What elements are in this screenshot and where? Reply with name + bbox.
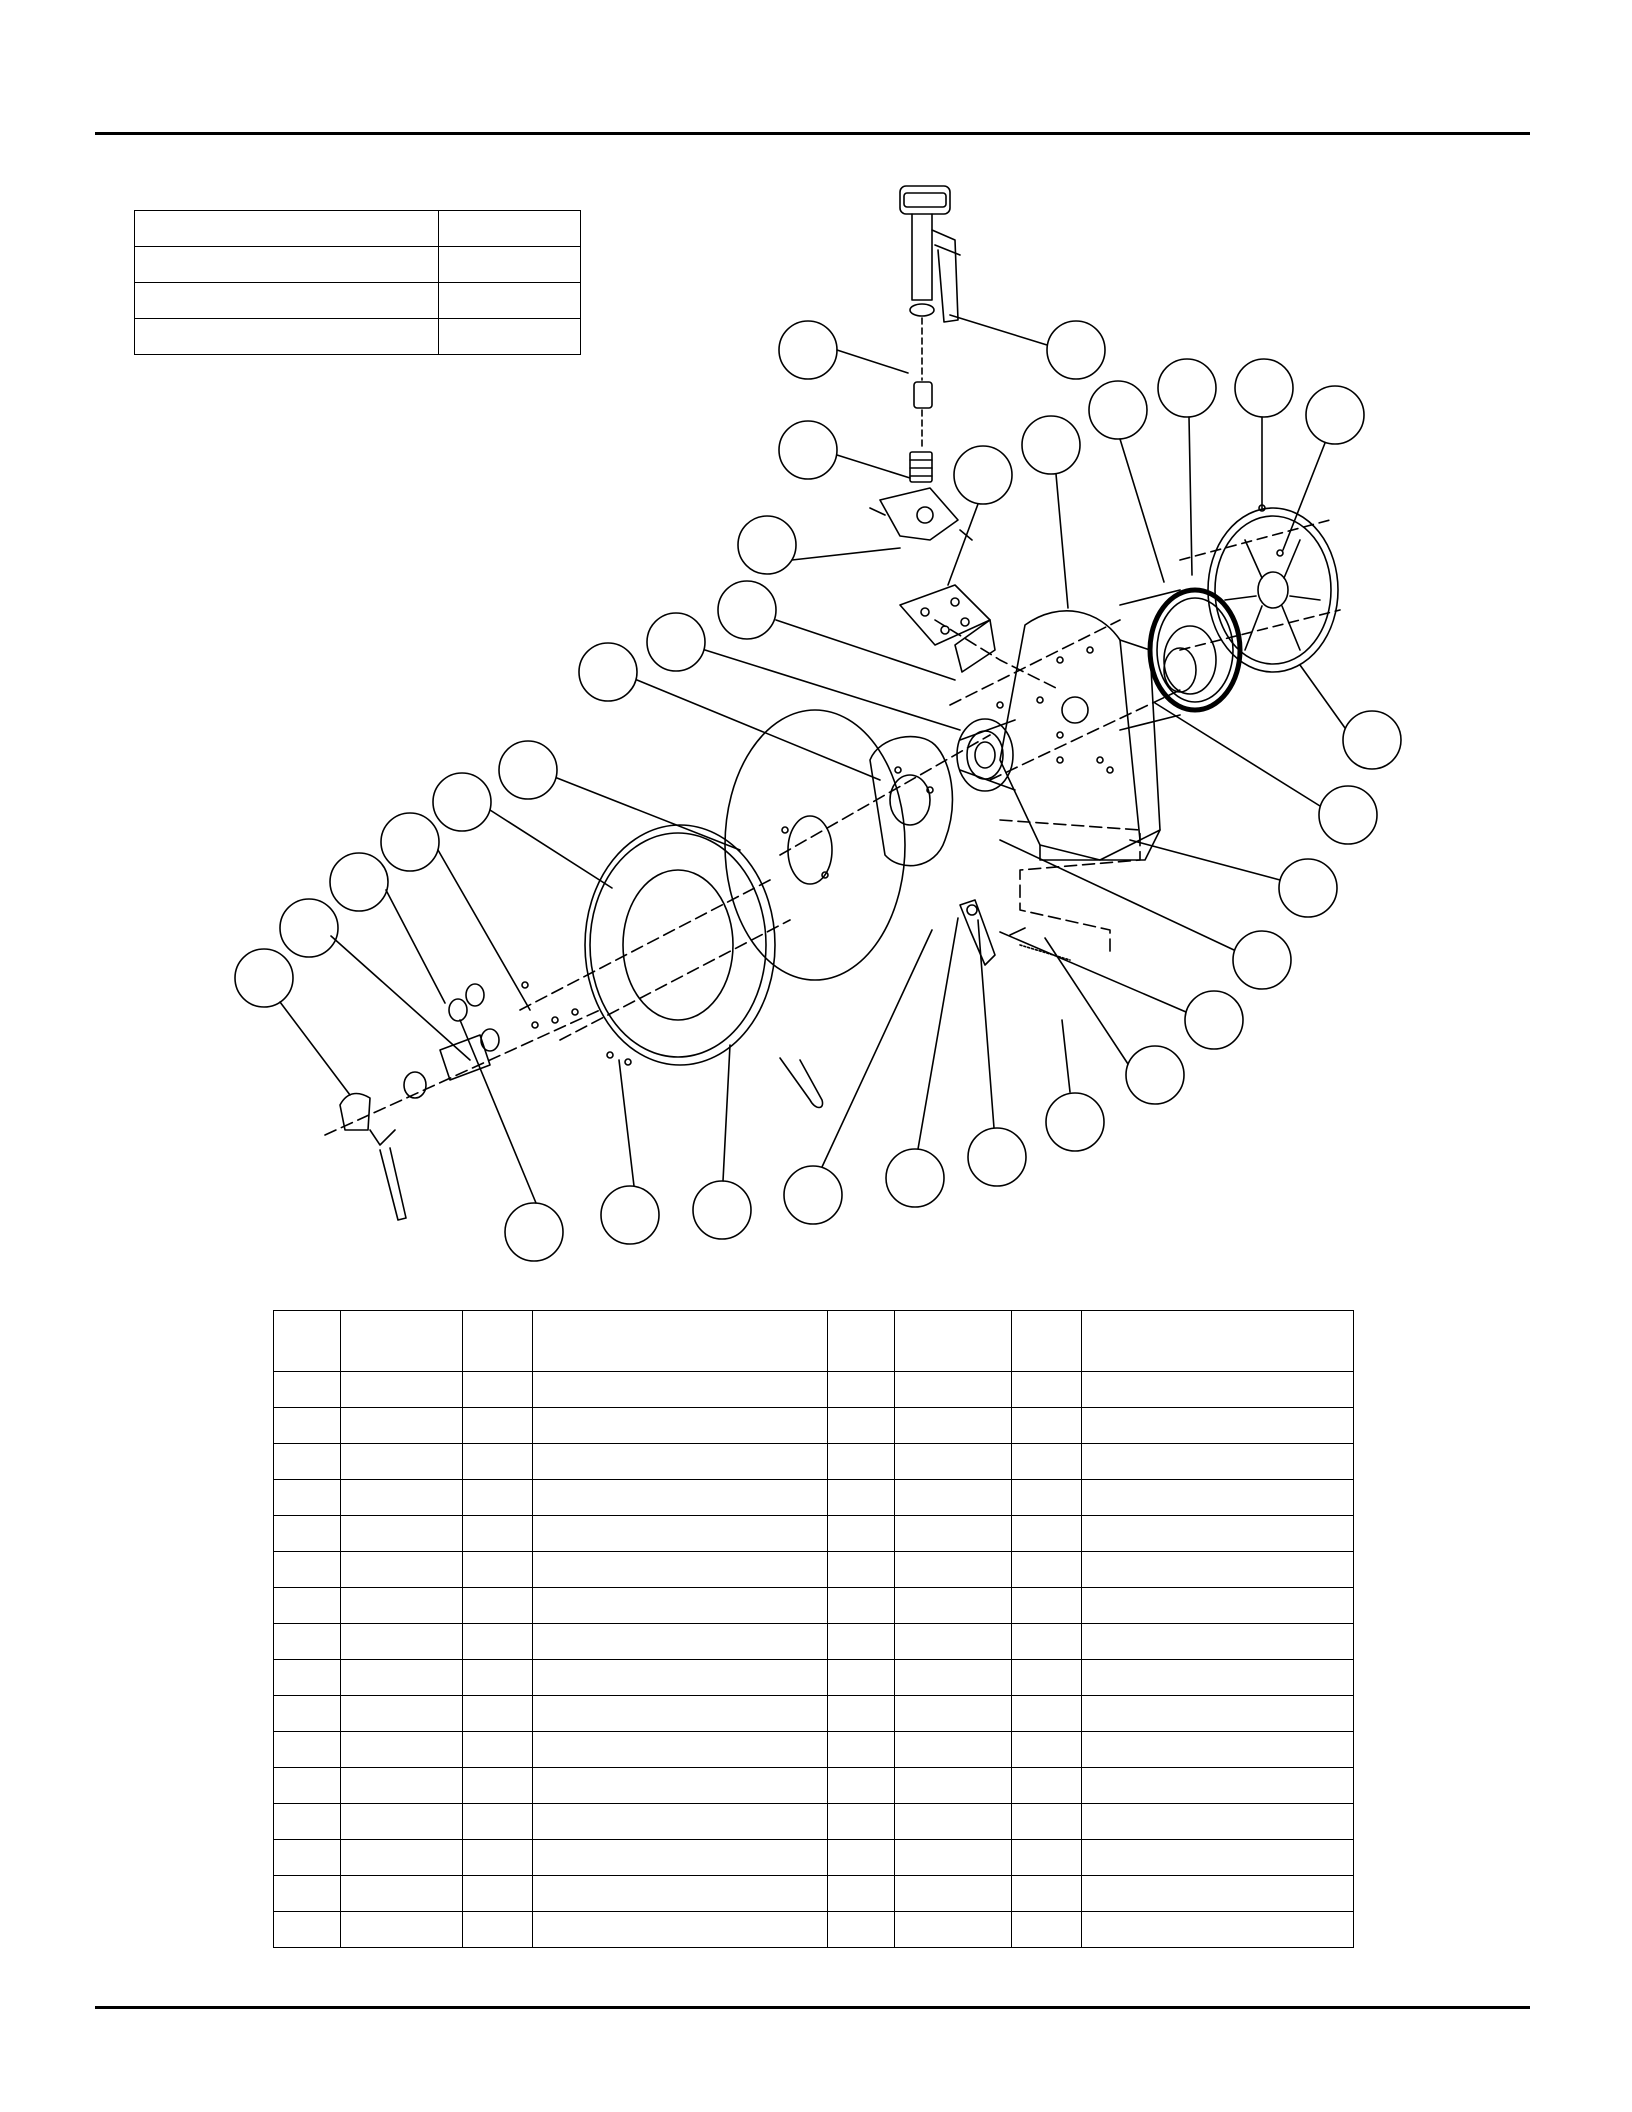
callout-circle — [779, 321, 837, 379]
table-cell — [828, 1876, 895, 1912]
table-cell — [274, 1408, 341, 1444]
column-header — [1082, 1311, 1354, 1372]
table-cell — [532, 1480, 828, 1516]
table-cell — [274, 1768, 341, 1804]
table-cell — [895, 1876, 1012, 1912]
table-cell — [532, 1444, 828, 1480]
table-cell — [828, 1408, 895, 1444]
table-cell — [462, 1912, 532, 1948]
table-cell — [532, 1588, 828, 1624]
callout-circle — [886, 1149, 944, 1207]
table-cell — [895, 1552, 1012, 1588]
table-cell — [895, 1624, 1012, 1660]
table-cell — [532, 1624, 828, 1660]
leader-lines — [280, 315, 1345, 1203]
table-cell — [1012, 1876, 1082, 1912]
table-cell — [274, 1732, 341, 1768]
table-cell — [274, 1912, 341, 1948]
table-cell — [1012, 1660, 1082, 1696]
table-cell — [895, 1912, 1012, 1948]
callout-circle — [1022, 416, 1080, 474]
table-cell — [532, 1408, 828, 1444]
callout-circle — [1158, 359, 1216, 417]
column-header — [1012, 1311, 1082, 1372]
table-cell — [828, 1840, 895, 1876]
table-cell — [1012, 1696, 1082, 1732]
table-cell — [462, 1372, 532, 1408]
table-row — [274, 1696, 1354, 1732]
table-cell — [1082, 1912, 1354, 1948]
table-cell — [532, 1912, 828, 1948]
table-row — [274, 1372, 1354, 1408]
fasteners — [522, 505, 1283, 1065]
callout-circle — [433, 773, 491, 831]
table-cell — [462, 1876, 532, 1912]
table-cell — [1012, 1372, 1082, 1408]
callout-circle — [1306, 386, 1364, 444]
table-cell — [340, 1516, 462, 1552]
table-row — [274, 1624, 1354, 1660]
callout-circle — [1047, 321, 1105, 379]
table-cell — [532, 1876, 828, 1912]
callout-circle — [330, 853, 388, 911]
table-cell — [828, 1588, 895, 1624]
table-row — [274, 1732, 1354, 1768]
table-cell — [1082, 1588, 1354, 1624]
table-cell — [462, 1768, 532, 1804]
table-cell — [340, 1444, 462, 1480]
column-header — [274, 1311, 341, 1372]
table-cell — [895, 1408, 1012, 1444]
table-cell — [1012, 1408, 1082, 1444]
table-cell — [340, 1840, 462, 1876]
table-row — [274, 1552, 1354, 1588]
callout-circle — [235, 949, 293, 1007]
table-cell — [462, 1516, 532, 1552]
table-cell — [462, 1588, 532, 1624]
assembly-lines — [520, 620, 1180, 1040]
table-cell — [274, 1876, 341, 1912]
table-cell — [532, 1732, 828, 1768]
table-cell — [274, 1372, 341, 1408]
callout-circle — [968, 1128, 1026, 1186]
table-cell — [828, 1732, 895, 1768]
callout-circle — [1319, 786, 1377, 844]
parts-table — [273, 1310, 1354, 1948]
table-cell — [274, 1552, 341, 1588]
table-row — [274, 1912, 1354, 1948]
callout-circles — [235, 321, 1401, 1261]
table-cell — [274, 1516, 341, 1552]
callout-circle — [1235, 359, 1293, 417]
table-cell — [1082, 1480, 1354, 1516]
callout-circle — [954, 446, 1012, 504]
table-cell — [532, 1768, 828, 1804]
callout-circle — [1343, 711, 1401, 769]
table-cell — [1012, 1804, 1082, 1840]
callout-circle — [499, 741, 557, 799]
table-cell — [274, 1840, 341, 1876]
table-cell — [828, 1912, 895, 1948]
nozzle-assembly — [900, 186, 960, 482]
table-cell — [462, 1444, 532, 1480]
table-cell — [274, 1660, 341, 1696]
table-cell — [895, 1804, 1012, 1840]
table-cell — [532, 1804, 828, 1840]
table-row — [274, 1516, 1354, 1552]
table-cell — [462, 1732, 532, 1768]
callout-circle — [784, 1166, 842, 1224]
table-cell — [532, 1372, 828, 1408]
table-cell — [1082, 1624, 1354, 1660]
table-cell — [340, 1732, 462, 1768]
table-cell — [340, 1660, 462, 1696]
table-cell — [1082, 1804, 1354, 1840]
column-header — [532, 1311, 828, 1372]
column-header — [828, 1311, 895, 1372]
table-cell — [828, 1624, 895, 1660]
table-cell — [462, 1696, 532, 1732]
table-cell — [462, 1480, 532, 1516]
callout-circle — [505, 1203, 563, 1261]
column-header — [895, 1311, 1012, 1372]
table-cell — [532, 1660, 828, 1696]
drum-housing — [1120, 590, 1240, 730]
table-cell — [1012, 1840, 1082, 1876]
table-row — [274, 1408, 1354, 1444]
callout-circle — [647, 613, 705, 671]
table-cell — [340, 1480, 462, 1516]
table-cell — [1012, 1768, 1082, 1804]
table-cell — [1012, 1516, 1082, 1552]
callout-circle — [579, 643, 637, 701]
table-cell — [1012, 1480, 1082, 1516]
table-cell — [1012, 1912, 1082, 1948]
callout-circle — [1126, 1046, 1184, 1104]
column-header — [340, 1311, 462, 1372]
table-row — [274, 1840, 1354, 1876]
table-cell — [462, 1408, 532, 1444]
table-cell — [895, 1840, 1012, 1876]
table-cell — [1082, 1732, 1354, 1768]
table-cell — [274, 1444, 341, 1480]
table-cell — [895, 1588, 1012, 1624]
table-row — [274, 1768, 1354, 1804]
table-cell — [828, 1444, 895, 1480]
callout-circle — [280, 899, 338, 957]
table-cell — [895, 1372, 1012, 1408]
table-cell — [462, 1660, 532, 1696]
parts-table-body — [274, 1372, 1354, 1948]
callout-circle — [779, 421, 837, 479]
table-cell — [274, 1804, 341, 1840]
table-cell — [895, 1732, 1012, 1768]
mounting-plate — [900, 585, 995, 672]
table-cell — [340, 1552, 462, 1588]
callout-circle — [693, 1181, 751, 1239]
table-cell — [532, 1516, 828, 1552]
table-cell — [895, 1444, 1012, 1480]
table-cell — [274, 1696, 341, 1732]
table-cell — [1082, 1552, 1354, 1588]
table-cell — [895, 1516, 1012, 1552]
table-cell — [1082, 1840, 1354, 1876]
table-cell — [462, 1804, 532, 1840]
table-cell — [340, 1696, 462, 1732]
table-cell — [340, 1876, 462, 1912]
table-cell — [1082, 1876, 1354, 1912]
table-cell — [340, 1768, 462, 1804]
callout-circle — [601, 1186, 659, 1244]
table-cell — [1082, 1444, 1354, 1480]
table-cell — [828, 1804, 895, 1840]
table-cell — [895, 1480, 1012, 1516]
swivel-bracket — [870, 488, 972, 540]
table-cell — [895, 1768, 1012, 1804]
column-header — [462, 1311, 532, 1372]
table-cell — [895, 1660, 1012, 1696]
reel-frame — [1000, 611, 1160, 860]
table-cell — [274, 1624, 341, 1660]
table-cell — [532, 1696, 828, 1732]
table-cell — [1082, 1516, 1354, 1552]
table-cell — [828, 1516, 895, 1552]
footer-rule — [95, 2006, 1530, 2009]
callout-circle — [738, 516, 796, 574]
parts-table-header — [274, 1311, 1354, 1372]
table-cell — [274, 1480, 341, 1516]
callout-circle — [1185, 991, 1243, 1049]
table-cell — [1082, 1408, 1354, 1444]
table-cell — [340, 1408, 462, 1444]
callout-circle — [1046, 1093, 1104, 1151]
front-flange — [585, 825, 775, 1065]
table-cell — [1082, 1696, 1354, 1732]
table-cell — [340, 1624, 462, 1660]
table-cell — [828, 1480, 895, 1516]
table-cell — [1012, 1444, 1082, 1480]
table-row — [274, 1480, 1354, 1516]
table-cell — [1012, 1588, 1082, 1624]
table-cell — [274, 1588, 341, 1624]
table-cell — [532, 1840, 828, 1876]
table-cell — [462, 1552, 532, 1588]
table-cell — [340, 1372, 462, 1408]
table-cell — [1012, 1552, 1082, 1588]
callout-circle — [1279, 859, 1337, 917]
table-cell — [828, 1660, 895, 1696]
callout-circle — [1233, 931, 1291, 989]
table-row — [274, 1804, 1354, 1840]
table-cell — [462, 1840, 532, 1876]
table-cell — [1082, 1372, 1354, 1408]
table-cell — [1012, 1732, 1082, 1768]
callout-circle — [718, 581, 776, 639]
table-cell — [340, 1588, 462, 1624]
table-cell — [895, 1696, 1012, 1732]
table-cell — [340, 1804, 462, 1840]
table-cell — [1082, 1768, 1354, 1804]
table-row — [274, 1876, 1354, 1912]
hose-guide — [780, 1058, 823, 1108]
table-cell — [532, 1552, 828, 1588]
table-cell — [1012, 1624, 1082, 1660]
callout-circle — [381, 813, 439, 871]
table-cell — [340, 1912, 462, 1948]
table-row — [274, 1660, 1354, 1696]
table-row — [274, 1588, 1354, 1624]
table-row — [274, 1444, 1354, 1480]
table-cell — [828, 1768, 895, 1804]
table-cell — [828, 1552, 895, 1588]
table-cell — [828, 1696, 895, 1732]
callout-circle — [1089, 381, 1147, 439]
table-cell — [828, 1372, 895, 1408]
table-cell — [462, 1624, 532, 1660]
table-cell — [1082, 1660, 1354, 1696]
